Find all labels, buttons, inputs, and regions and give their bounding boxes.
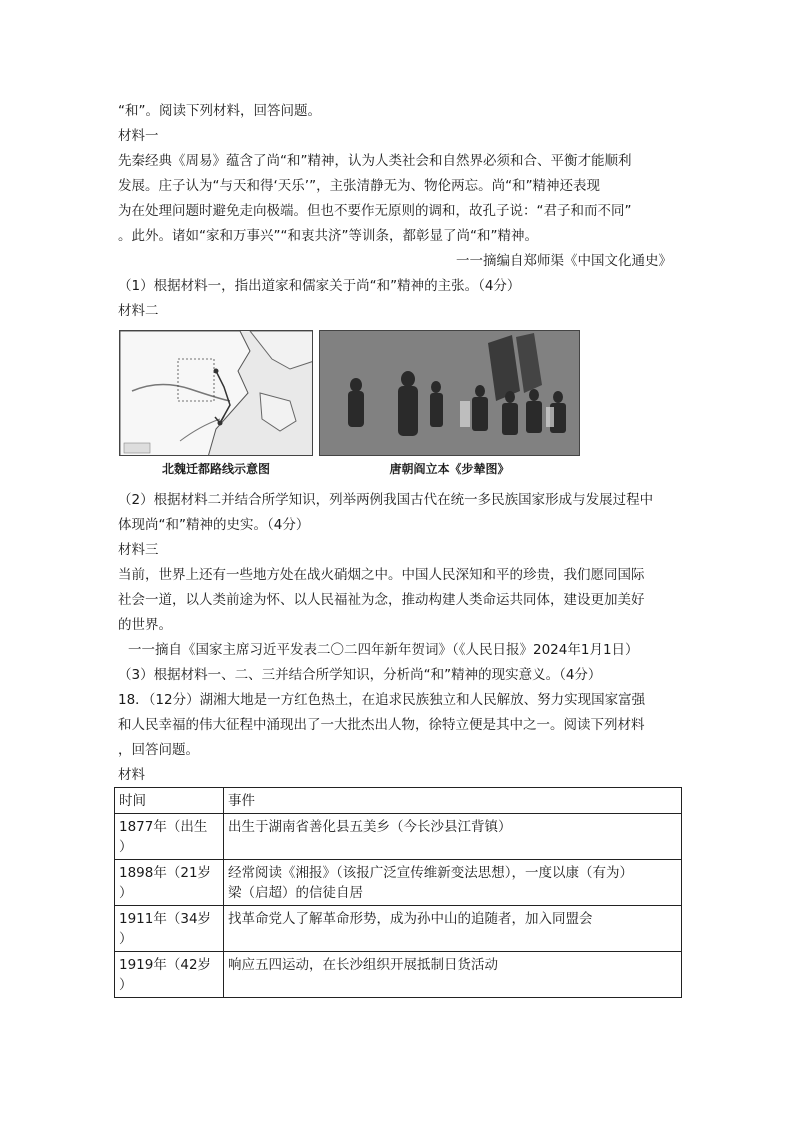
- table-header-event: 事件: [224, 788, 682, 814]
- table-cell-event: [224, 952, 682, 998]
- timeline-table: [114, 787, 682, 998]
- material3-source: 一一摘自《国家主席习近平发表二〇二四年新年贺词》（《人民日报》2024年1月1日）: [128, 642, 639, 658]
- cell-line: ）: [119, 977, 133, 993]
- material3-line: 当前，世界上还有一些地方处在战火硝烟之中。中国人民深知和平的珍贵，我们愿同国际: [118, 567, 645, 583]
- migration-map-image: [119, 330, 313, 456]
- cell-line: 1898年（21岁: [119, 865, 212, 881]
- cell-line: ）: [119, 931, 133, 947]
- table-cell-time: [115, 906, 224, 952]
- bunian-painting-image: [319, 330, 580, 456]
- cell-line: 出生于湖南省善化县五美乡（今长沙县江背镇）: [228, 819, 512, 835]
- cell-line: 响应五四运动，在长沙组织开展抵制日货活动: [228, 957, 498, 973]
- table-cell-time: [115, 952, 224, 998]
- question2-line: （2）根据材料二并结合所学知识，列举两例我国古代在统一多民族国家形成与发展过程中: [118, 492, 654, 508]
- cell-line: 梁（启超）的信徒自居: [228, 885, 363, 901]
- question1: （1）根据材料一，指出道家和儒家关于尚“和”精神的主张。（4分）: [118, 278, 521, 294]
- cell-line: 1911年（34岁: [119, 911, 212, 927]
- material1-line: 为在处理问题时避免走向极端。但也不要作无原则的调和，故孔子说：“君子和而不同”: [118, 203, 632, 219]
- table-cell-time: [115, 814, 224, 860]
- material2-figure: [119, 330, 580, 480]
- question2-line: 体现尚“和”精神的史实。（4分）: [118, 517, 310, 533]
- table-row: [115, 814, 682, 860]
- material2-label: 材料二: [118, 303, 159, 319]
- cell-line: ）: [119, 839, 133, 855]
- question3: （3）根据材料一、二、三并结合所学知识，分析尚“和”精神的现实意义。（4分）: [118, 667, 602, 683]
- table-header-row: [115, 788, 682, 814]
- question18-line: 和人民幸福的伟大征程中涌现出了一大批杰出人物，徐特立便是其中之一。阅读下列材料: [118, 717, 645, 733]
- table-cell-time: [115, 860, 224, 906]
- table-row: [115, 952, 682, 998]
- cell-line: ）: [119, 885, 133, 901]
- table-header-time: 时间: [115, 788, 224, 814]
- question18-line: 18．（12分）湖湘大地是一方红色热土，在追求民族独立和人民解放、努力实现国家富强: [118, 692, 646, 708]
- material1-label: 材料一: [118, 128, 159, 144]
- painting-caption: 唐朝阎立本《步辇图》: [389, 462, 510, 476]
- material1-line: 发展。庄子认为“与天和得‘天乐’”，主张清静无为、物伦两忘。尚“和”精神还表现: [118, 178, 601, 194]
- table-cell-event: [224, 906, 682, 952]
- cell-line: 1919年（42岁: [119, 957, 212, 973]
- question18-line: ，回答问题。: [118, 742, 199, 758]
- material3-label: 材料三: [118, 542, 159, 558]
- material1-source: 一一摘编自郑师渠《中国文化通史》: [456, 253, 672, 269]
- material1-line: 。此外。诸如“家和万事兴”“和衷共济”等训条，都彰显了尚“和”精神。: [118, 228, 538, 244]
- cell-line: 经常阅读《湘报》（该报广泛宣传维新变法思想），一度以康（有为）: [228, 865, 633, 881]
- material3-line: 社会一道，以人类前途为怀、以人民福祉为念，推动构建人类命运共同体，建设更加美好: [118, 592, 645, 608]
- table-row: [115, 860, 682, 906]
- question18-material-label: 材料: [118, 767, 145, 783]
- intro-line: “和”。阅读下列材料，回答问题。: [118, 103, 321, 119]
- table-cell-event: [224, 814, 682, 860]
- material1-line: 先秦经典《周易》蕴含了尚“和”精神，认为人类社会和自然界必须和合、平衡才能顺利: [118, 153, 632, 169]
- material3-line: 的世界。: [118, 617, 172, 633]
- table-cell-event: [224, 860, 682, 906]
- cell-line: 1877年（出生: [119, 819, 208, 835]
- table-row: [115, 906, 682, 952]
- map-caption: 北魏迁都路线示意图: [161, 462, 270, 476]
- cell-line: 找革命党人了解革命形势，成为孙中山的追随者，加入同盟会: [228, 911, 593, 927]
